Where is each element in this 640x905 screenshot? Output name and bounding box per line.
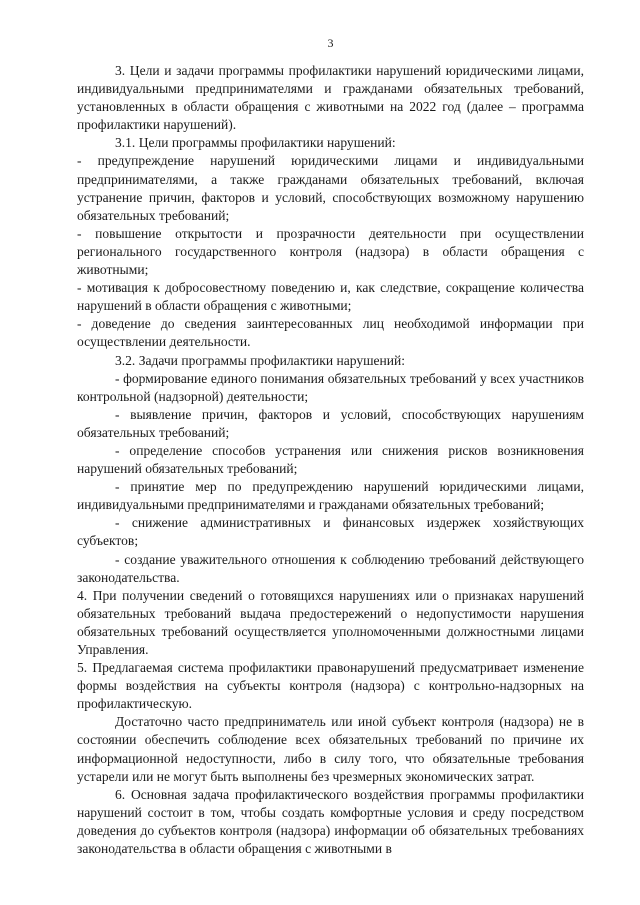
paragraph-section-5: 5. Предлагаемая система профилактики правонарушений предусматривает изменение формы воздействия на субъекты контроля (надзора) с контрольно-надзорных на профилактическую.	[77, 660, 584, 712]
page-number: 3	[327, 36, 334, 50]
list-item-goal: - мотивация к добросовестному поведению и, как следствие, сокращение количества нарушений в области обращения с животными;	[77, 280, 584, 314]
list-item-task: - формирование единого понимания обязательных требований у всех участников контрольной (надзорной) деятельности;	[77, 370, 584, 404]
list-item-goal: - предупреждение нарушений юридическими лицами и индивидуальными предпринимателями, а также гражданами обязательных требований, включая устранение причин, факторов и условий, способствующих возможному нарушению обязательных требований;	[77, 153, 584, 223]
list-item-task: - создание уважительного отношения к соблюдению требований действующего законодательства.	[77, 551, 584, 585]
paragraph-goals-subheading: 3.1. Цели программы профилактики нарушений:	[115, 135, 396, 151]
list-item-task: - определение способов устранения или снижения рисков возникновения нарушений обязательных требований;	[77, 442, 584, 477]
paragraph-section-6: 6. Основная задача профилактического воздействия программы профилактики нарушений состоит в том, чтобы создать комфортные условия и среду посредством доведения до субъектов контроля (надзора) информации об обязательных требованиях законодательства в области обращения с животными в	[77, 786, 584, 857]
paragraph-section-4: 4. При получении сведений о готовящихся нарушениях или о признаках нарушений обязательных требований выдача предостережений о недопустимости нарушения обязательных требований осуществляется уполномоченными должностными лицами Управления.	[77, 587, 584, 657]
document-body	[77, 62, 584, 858]
list-item-goal: - повышение открытости и прозрачности деятельности при осуществлении регионального государственного контроля (надзора) в области обращения с животными;	[77, 225, 584, 278]
list-item-task: - выявление причин, факторов и условий, способствующих нарушениям обязательных требований;	[77, 406, 584, 440]
paragraph-tasks-subheading: 3.2. Задачи программы профилактики нарушений:	[115, 352, 406, 368]
list-item-task: - снижение административных и финансовых издержек хозяйствующих субъектов;	[77, 515, 584, 549]
list-item-task: - принятие мер по предупреждению нарушений юридическими лицами, индивидуальными предпринимателями и гражданами обязательных требований;	[77, 479, 584, 513]
paragraph-goals-and-tasks-heading: 3. Цели и задачи программы профилактики нарушений юридическими лицами, индивидуальными предпринимателями и гражданами обязательных требований, установленных в области обращения с животными на 2022 год (далее – программа профилактики нарушений).	[77, 63, 584, 133]
paragraph-explanation: Достаточно часто предприниматель или иной субъект контроля (надзора) не в состоянии обеспечить соблюдение всех обязательных требований по причине их информационной недоступности, либо в силу того, что обязательные требования устарели или не могут быть выполнены без чрезмерных экономических затрат.	[77, 714, 584, 784]
list-item-goal: - доведение до сведения заинтересованных лиц необходимой информации при осуществлении деятельности.	[77, 316, 584, 350]
